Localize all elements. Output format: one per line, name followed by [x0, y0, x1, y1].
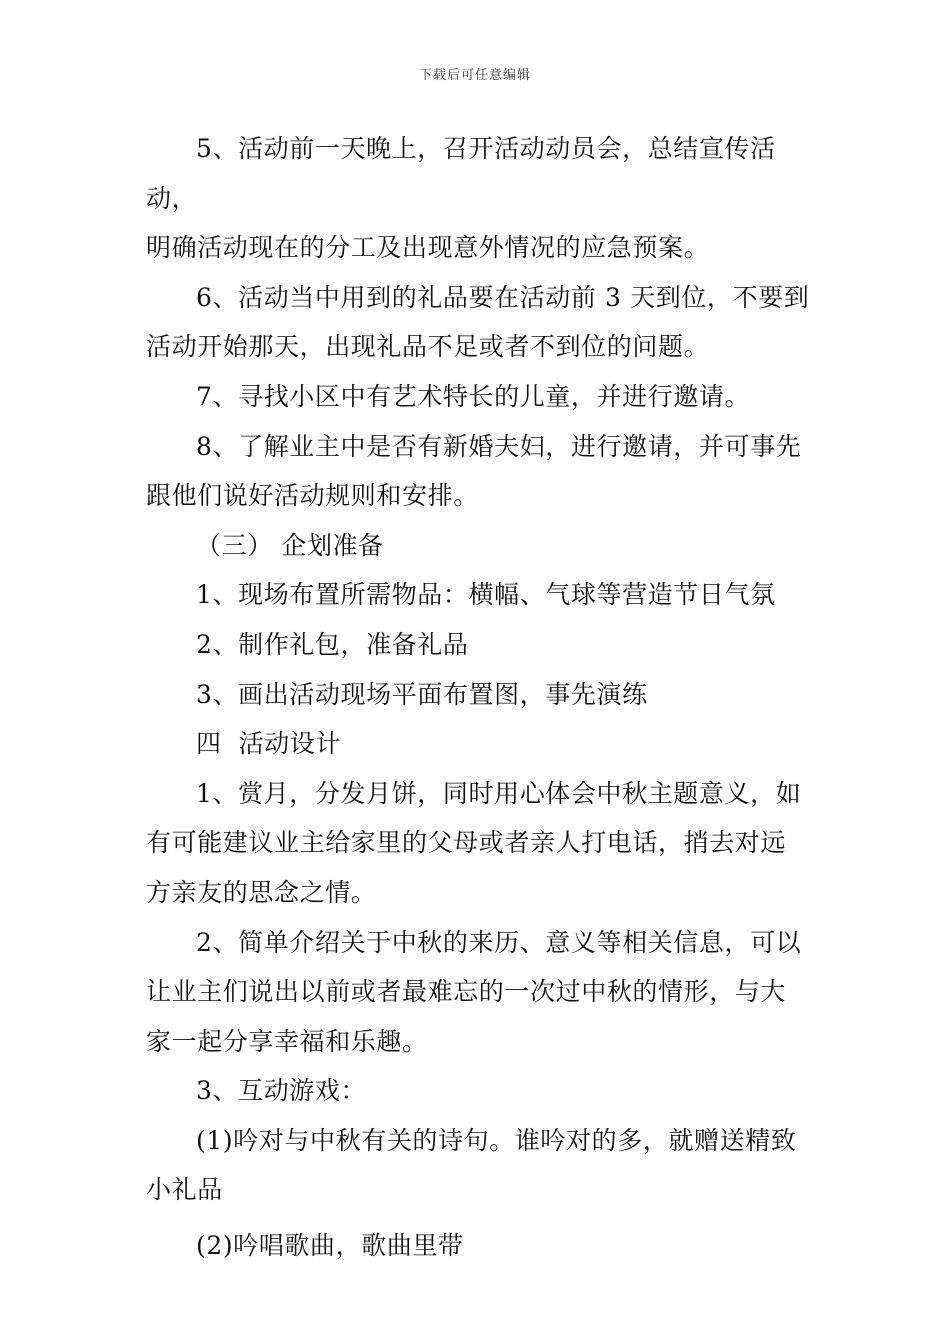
text-line: 2、简单介绍关于中秋的来历、意义等相关信息，可以	[196, 927, 802, 957]
text-line: 跟他们说好活动规则和安排。	[146, 481, 479, 511]
text-line: 6、活动当中用到的礼品要在活动前 3 天到位，不要到	[196, 282, 810, 312]
text-line: 活动开始那天，出现礼品不足或者不到位的问题。	[146, 332, 710, 362]
paragraph	[146, 670, 818, 720]
paragraph	[146, 1066, 818, 1116]
text-line: 让业主们说出以前或者最难忘的一次过中秋的情形，与大	[146, 977, 787, 1007]
text-line: 2、制作礼包，准备礼品	[196, 629, 469, 659]
text-line: 小礼品	[146, 1175, 223, 1205]
paragraph	[146, 372, 818, 422]
text-line: 7、寻找小区中有艺术特长的儿童，并进行邀请。	[196, 381, 751, 411]
paragraph	[146, 1116, 818, 1215]
text-line: 家一起分享幸福和乐趣。	[146, 1026, 428, 1056]
text-line: 明确活动现在的分工及出现意外情况的应急预案。	[146, 233, 710, 263]
text-line: 3、画出活动现场平面布置图，事先演练	[196, 679, 648, 709]
paragraph	[146, 124, 818, 273]
text-line: 有可能建议业主给家里的父母或者亲人打电话，捎去对远	[146, 828, 787, 858]
text-line: （三） 企划准备	[196, 530, 384, 560]
paragraph	[146, 620, 818, 670]
text-line: (2)吟唱歌曲，歌曲里带	[196, 1231, 464, 1261]
paragraph	[146, 422, 818, 521]
paragraph	[146, 570, 818, 620]
paragraph	[146, 273, 818, 372]
text-line: (1)吟对与中秋有关的诗句。谁吟对的多，就赠送精致	[196, 1125, 797, 1155]
paragraph	[146, 769, 818, 918]
section-heading	[146, 719, 818, 769]
text-line: 5、活动前一天晚上，召开活动动员会，总结宣传活动，	[146, 134, 776, 213]
text-line: 1、赏月，分发月饼，同时用心体会中秋主题意义，如	[196, 778, 802, 808]
text-line: 四 活动设计	[196, 729, 342, 759]
document-body	[146, 124, 818, 1271]
paragraph	[146, 1221, 818, 1271]
text-line: 3、互动游戏：	[196, 1076, 367, 1106]
text-line: 8、了解业主中是否有新婚夫妇，进行邀请，并可事先	[196, 431, 802, 461]
text-line: 1、现场布置所需物品：横幅、气球等营造节日气氛	[196, 580, 776, 610]
section-heading	[146, 521, 818, 571]
paragraph	[146, 918, 818, 1067]
text-line: 方亲友的思念之情。	[146, 877, 377, 907]
page-header: 下载后可任意编辑	[418, 68, 531, 83]
